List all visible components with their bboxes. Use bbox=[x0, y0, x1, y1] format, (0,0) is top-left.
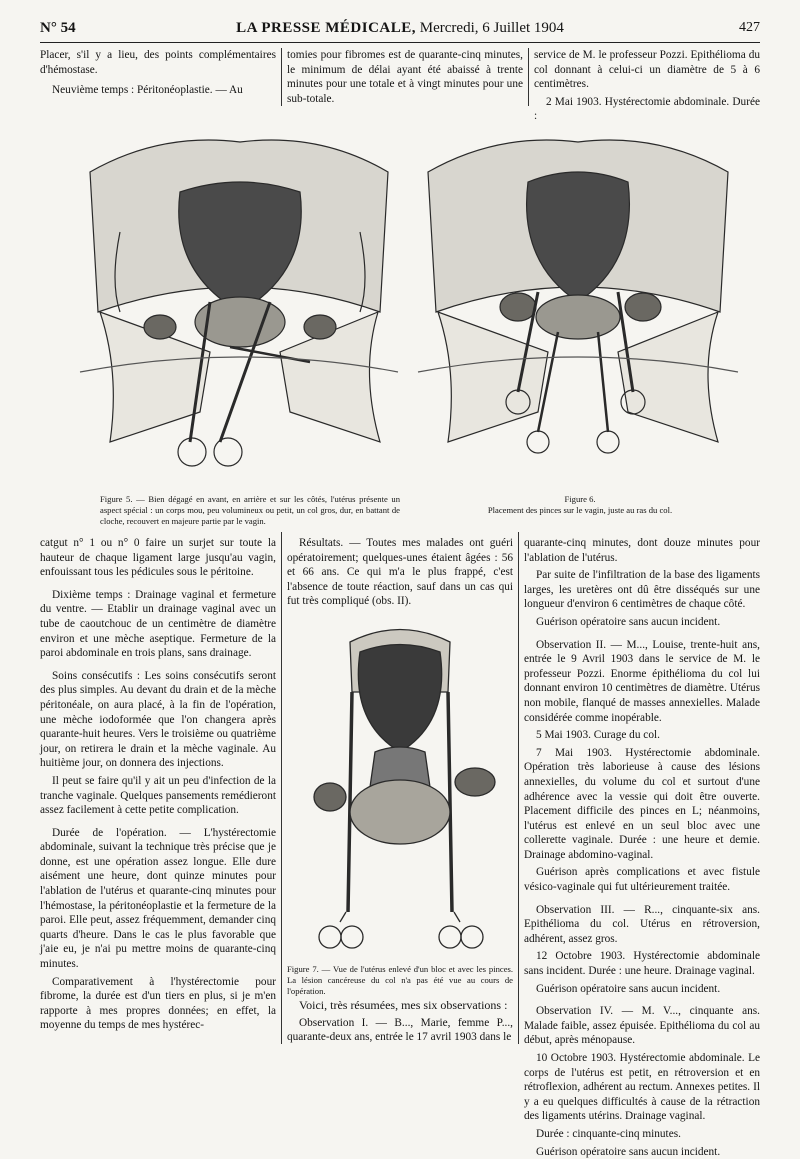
paragraph: Voici, très résumées, mes six observations : bbox=[299, 998, 508, 1012]
paragraph: 10 Octobre 1903. Hystérectomie abdominale. Le corps de l'utérus est petit, en rétroversion et en rétroflexion, adhérent au rectum. Annexes petites. Il y a eu quelques difficultés à cause de la rétraction des ligaments utérins. Drainage vaginal. bbox=[524, 1052, 760, 1123]
figure-6-text: Placement des pinces sur le vagin, juste au ras du col. bbox=[487, 505, 673, 515]
page-number: 427 bbox=[739, 20, 760, 35]
paragraph: Placer, s'il y a lieu, des points complémentaires d'hémostase. bbox=[40, 49, 276, 76]
paragraph: quarante-cinq minutes, dont douze minutes pour l'ablation de l'utérus. bbox=[524, 537, 760, 564]
issue-number: N° 54 bbox=[40, 20, 76, 36]
paragraph-drainage: Dixième temps : Drainage vaginal et fermeture du ventre. — Etablir un drainage vaginal avec un tube de caoutchouc de un centimètre de diamètre environ et une mèche aseptique. Fermeture de la paroi abdominale en trois plans, sans drainage. bbox=[40, 588, 276, 660]
paragraph-soins: Soins consécutifs : Les soins consécutifs seront des plus simples. Au devant du drain et de la mèche péritonéale, on aura placé, à la fin de l'opération, une mèche iodoformée que l'on changera après quarante-huit heures. Vers le troisième ou quatrième jour, on retirera le drain et la mèche vaginale. Au huitième jour, on donnera des injections. bbox=[40, 669, 277, 770]
paragraph: Guérison après complications et avec fistule vésico-vaginale qui fut ultérieurement traitée. bbox=[524, 866, 760, 894]
bottom-col-3 bbox=[524, 536, 760, 1158]
paragraph: Guérison opératoire sans aucun incident. bbox=[536, 1145, 721, 1158]
paragraph-resultats: Résultats. — Toutes mes malades ont guéri opératoirement; quelques-unes étaient âgées : 56 et 66 ans. Ce qui m'a le plus frappé, c'est l'absence de toute réaction, sauf dans un cas qui fut très compliqué (obs. II). bbox=[287, 537, 513, 608]
figure-6-caption bbox=[430, 494, 730, 516]
paragraph: Il peut se faire qu'il y ait un peu d'infection de la tranche vaginale. Quelques pansements remédieront assez facilement à cette petite complication. bbox=[40, 774, 276, 817]
figure-6-title: Figure 6. bbox=[564, 494, 596, 504]
bottom-col-1 bbox=[40, 536, 276, 1046]
journal-title: LA PRESSE MÉDICALE, Mercredi, 6 Juillet 1904 bbox=[236, 20, 564, 36]
paragraph-observation-2: Observation II. — M..., Louise, trente-huit ans, entrée le 9 Avril 1903 dans le service de M. le professeur Pozzi. Enorme épithélioma du col lui donnant environ 10 centimètres de diamètre. Utérus non mobile, flanqué de masses annexielles. Malade considérée comme inopérable. bbox=[524, 638, 760, 724]
column-rule bbox=[281, 48, 282, 106]
column-rule bbox=[281, 532, 282, 1044]
paragraph: Comparativement à l'hystérectomie pour fibrome, la durée est d'un tiers en plus, si je m'en rapporte à mes propres données; en effet, la moyenne du temps de mes hystérec- bbox=[40, 975, 276, 1032]
running-header bbox=[40, 20, 760, 43]
figure-5-illustration bbox=[80, 112, 398, 482]
paragraph: 5 Mai 1903. Curage du col. bbox=[536, 729, 660, 742]
paragraph-observation-4: Observation IV. — M. V..., cinquante ans. Malade faible, assez épuisée. Epithélioma du col au début, après ménopause. bbox=[524, 1005, 760, 1047]
paragraph: tomies pour fibromes est de quarante-cinq minutes, le minimum de délai ayant été abaissé à trente minutes pour une totale et à vingt minutes pour une sub-totale. bbox=[287, 49, 523, 105]
paragraph: Guérison opératoire sans aucun incident. bbox=[536, 982, 721, 995]
top-col-3 bbox=[534, 48, 760, 123]
paragraph: Par suite de l'infiltration de la base des ligaments larges, les uretères ont dû être disséqués sur une longueur d'environ 6 centimètres de chaque côté. bbox=[524, 569, 760, 611]
paragraph-observation-3: Observation III. — R..., cinquante-six ans. Epithélioma du col. Utérus en rétroversion, adhérent, assez gros. bbox=[524, 903, 760, 945]
paragraph: 7 Mai 1903. Hystérectomie abdominale. Opération très laborieuse à cause des lésions annexielles, du volume du col et surtout d'une adhérence avec la vessie qui doit être ouverte. Placement difficile des pinces en L; néanmoins, l'utérus est enlevé en un seul bloc avec une collerette vaginale. Durée : une heure et demie. Drainage abdomino-vaginal. bbox=[524, 746, 760, 861]
figure-5-caption: Figure 5. — Bien dégagé en avant, en arrière et sur les côtés, l'utérus présente un aspect spécial : un corps mou, peu volumineux ou petit, un col gros, dur, en battant de cloche, recouvert en majeure partie par le vagin. bbox=[100, 494, 400, 526]
paragraph: 2 Mai 1903. Hystérectomie abdominale. Durée : bbox=[534, 95, 760, 123]
paragraph-duree: Durée de l'opération. — L'hystérectomie abdominale, suivant la technique très précise que je donne, est une opération assez longue. Elle dure aisément une heure, dont quinze minutes pour l'ablation de l'utérus et quarante-cinq minutes pour l'hémostase, la péritonéoplastie et la fermeture de la paroi. Elle peut, assez fréquemment, demander cinq quarts d'heure. Dans le cas le plus favorable que j'aie eu, je n'ai pu mettre moins de quarante-cinq minutes. bbox=[40, 826, 276, 971]
paragraph: Neuvième temps : Péritonéoplastie. — Au bbox=[52, 84, 243, 97]
top-col-2 bbox=[287, 48, 523, 106]
bottom-col-2-bottom bbox=[287, 998, 513, 1046]
column-rule bbox=[528, 48, 529, 106]
figure-6-illustration bbox=[418, 112, 738, 482]
paragraph: Guérison opératoire sans aucun incident. bbox=[536, 615, 721, 628]
figure-7-caption: Figure 7. — Vue de l'utérus enlevé d'un bloc et avec les pinces. La lésion cancéreuse du col n'a pas été vue au cours de l'opération. bbox=[287, 964, 513, 996]
top-col-1 bbox=[40, 48, 276, 106]
paragraph: catgut n° 1 ou n° 0 faire un surjet sur toute la hauteur de chaque ligament large jusqu'au vagin, enfouissant tous les pédicules sous le péritoine. bbox=[40, 537, 276, 579]
paragraph-observation-1: Observation I. — B..., Marie, femme P..., quarante-deux ans, entrée le 17 avril 1903 dans le bbox=[287, 1016, 513, 1044]
bottom-col-2-top bbox=[287, 536, 513, 608]
figure-7-illustration bbox=[290, 612, 510, 960]
paragraph: Durée : cinquante-cinq minutes. bbox=[536, 1127, 681, 1140]
paragraph: 12 Octobre 1903. Hystérectomie abdominale sans incident. Durée : une heure. Drainage vaginal. bbox=[524, 950, 760, 978]
paragraph: service de M. le professeur Pozzi. Epithélioma du col donnant à celui-ci un diamètre de 5 à 6 centimètres. bbox=[534, 49, 760, 91]
column-rule bbox=[518, 532, 519, 1044]
